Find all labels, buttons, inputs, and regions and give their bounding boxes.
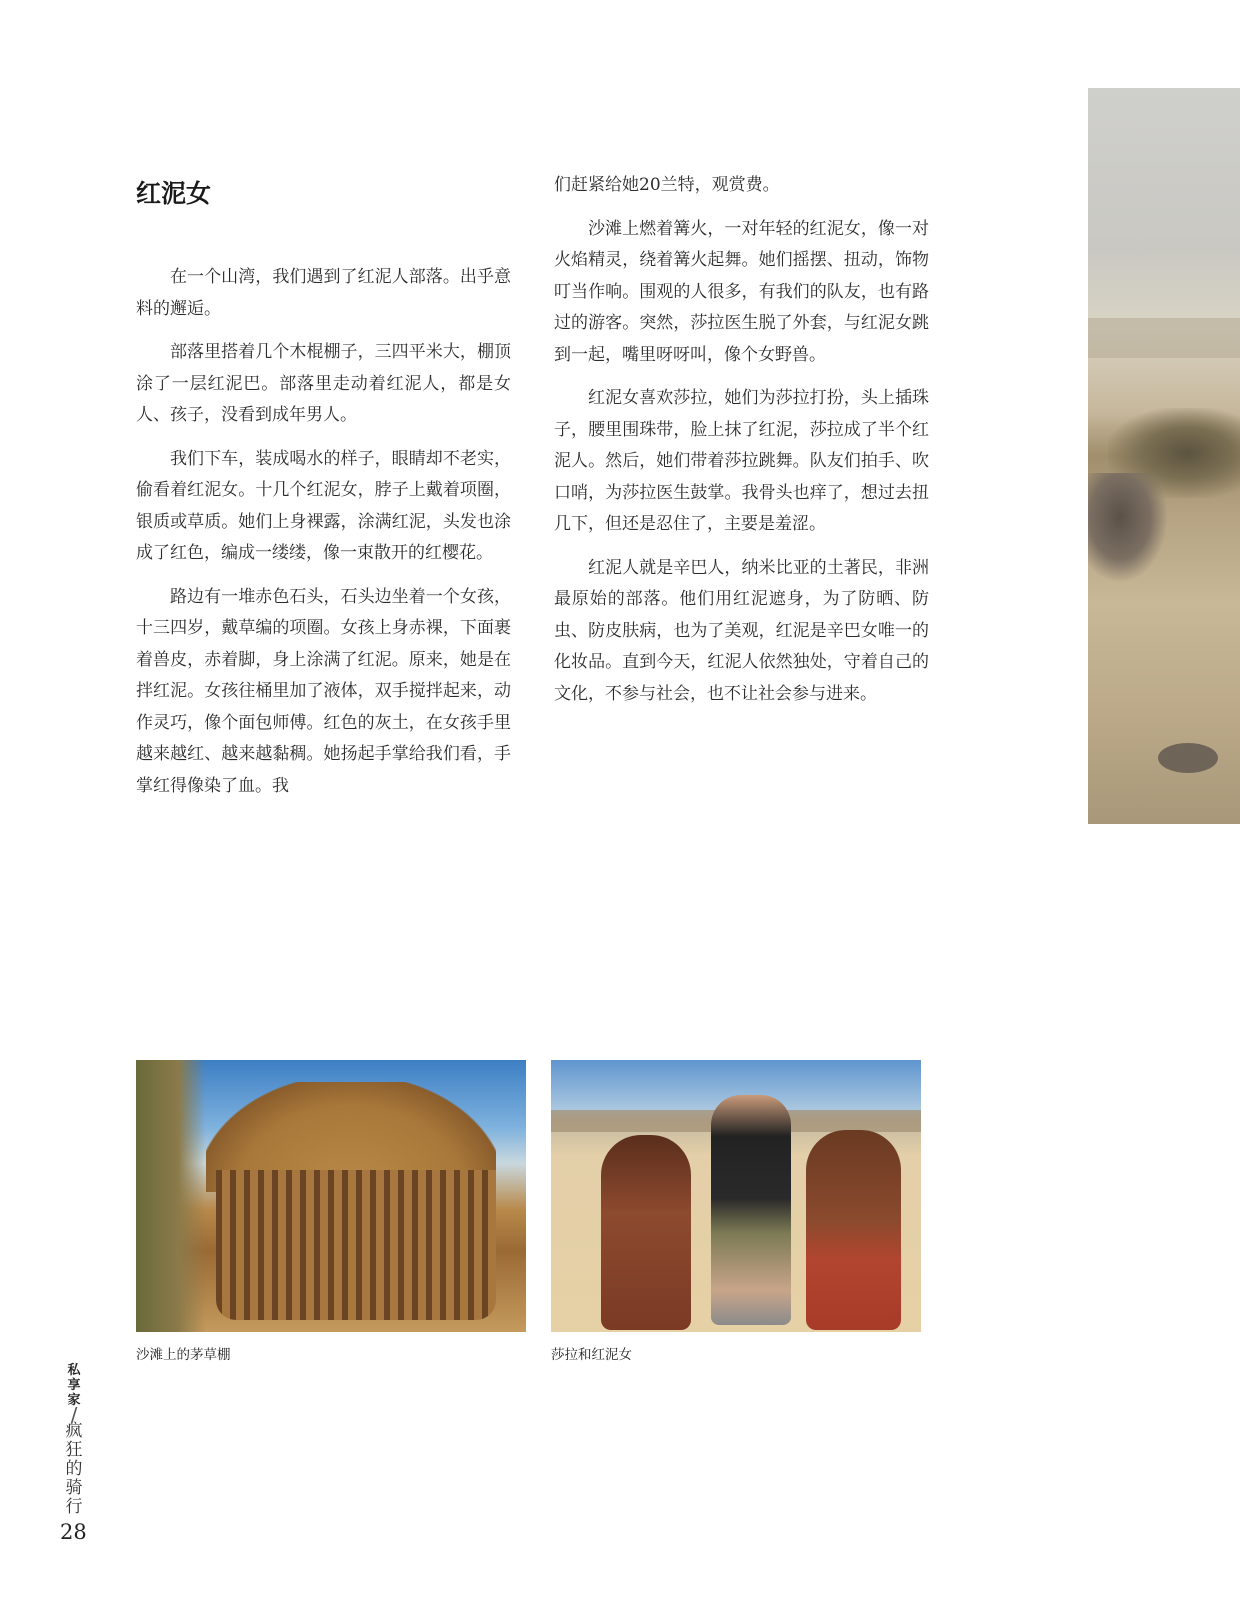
thatched-hut-photo — [136, 1060, 526, 1332]
book-title-char: 疯 — [65, 1421, 83, 1441]
paragraph: 部落里搭着几个木棍棚子，三四平米大，棚顶涂了一层红泥巴。部落里走动着红泥人，都是女人、孩子，没看到成年男人。 — [136, 342, 511, 425]
paragraph: 红泥人就是辛巴人，纳米比亚的土著民，非洲最原始的部落。他们用红泥遮身，为了防晒、防虫、防皮肤病，也为了美观，红泥是辛巴女唯一的化妆品。直到今天，红泥人依然独处，守着自己的文化，不参与社会，也不让社会参与进来。 — [554, 557, 929, 704]
series-char: 享 — [67, 1378, 81, 1393]
book-title-char: 行 — [65, 1497, 83, 1517]
article-column-right — [554, 170, 929, 722]
dancing-photo — [551, 1060, 921, 1332]
paragraph: 路边有一堆赤色石头，石头边坐着一个女孩，十三四岁，戴草编的项圈。女孩上身赤裸，下面裹着兽皮，赤着脚，身上涂满了红泥。原来，她是在拌红泥。女孩往桶里加了液体，双手搅拌起来，动作灵巧，像个面包师傅。红色的灰土，在女孩手里越来越红、越来越黏稠。她扬起手掌给我们看，手掌红得像染了血。我 — [136, 586, 511, 796]
article-column-left — [136, 262, 511, 814]
photo-person-shape — [601, 1135, 691, 1330]
book-title-char: 骑 — [65, 1478, 83, 1498]
photo-hill-shape — [1088, 318, 1240, 358]
paragraph: 我们下车，装成喝水的样子，眼睛却不老实，偷看着红泥女。十几个红泥女，脖子上戴着项圈，银质或草质。她们上身裸露，涂满红泥，头发也涂成了红色，编成一缕缕，像一束散开的红樱花。 — [136, 448, 511, 563]
photo-person-shape — [806, 1130, 901, 1330]
book-title-char: 狂 — [65, 1440, 83, 1460]
photo-tree-shape — [136, 1060, 206, 1332]
series-slash: / — [70, 1403, 78, 1427]
series-char: 私 — [67, 1363, 81, 1378]
side-series-label — [60, 1363, 88, 1517]
book-title-char: 的 — [65, 1459, 83, 1479]
landscape-oryx-photo — [1088, 88, 1240, 824]
series-char: 家 — [67, 1393, 81, 1408]
paragraph: 红泥女喜欢莎拉，她们为莎拉打扮，头上插珠子，腰里围珠带，脸上抹了红泥，莎拉成了半个红泥人。然后，她们带着莎拉跳舞。队友们拍手、吹口哨，为莎拉医生鼓掌。我骨头也痒了，想过去扭几下，但还是忍住了，主要是羞涩。 — [554, 388, 929, 534]
paragraph: 在一个山湾，我们遇到了红泥人部落。出乎意料的邂逅。 — [136, 267, 511, 319]
photo-person-shape — [711, 1095, 791, 1325]
photo-oryx-shape — [1088, 473, 1168, 583]
dance-photo-caption: 莎拉和红泥女 — [551, 1347, 632, 1363]
paragraph-continuation: 们赶紧给她20兰特，观赏费。 — [554, 175, 780, 195]
page-number: 28 — [60, 1520, 87, 1544]
photo-wall-shape — [216, 1170, 496, 1320]
article-title: 红泥女 — [136, 179, 212, 208]
paragraph: 沙滩上燃着篝火，一对年轻的红泥女，像一对火焰精灵，绕着篝火起舞。她们摇摆、扭动，饰物叮当作响。围观的人很多，有我们的队友，也有路过的游客。突然，莎拉医生脱了外套，与红泥女跳到一起，嘴里呀呀叫，像个女野兽。 — [554, 218, 929, 365]
photo-rock-shape — [1158, 743, 1218, 773]
hut-photo-caption: 沙滩上的茅草棚 — [136, 1347, 231, 1363]
